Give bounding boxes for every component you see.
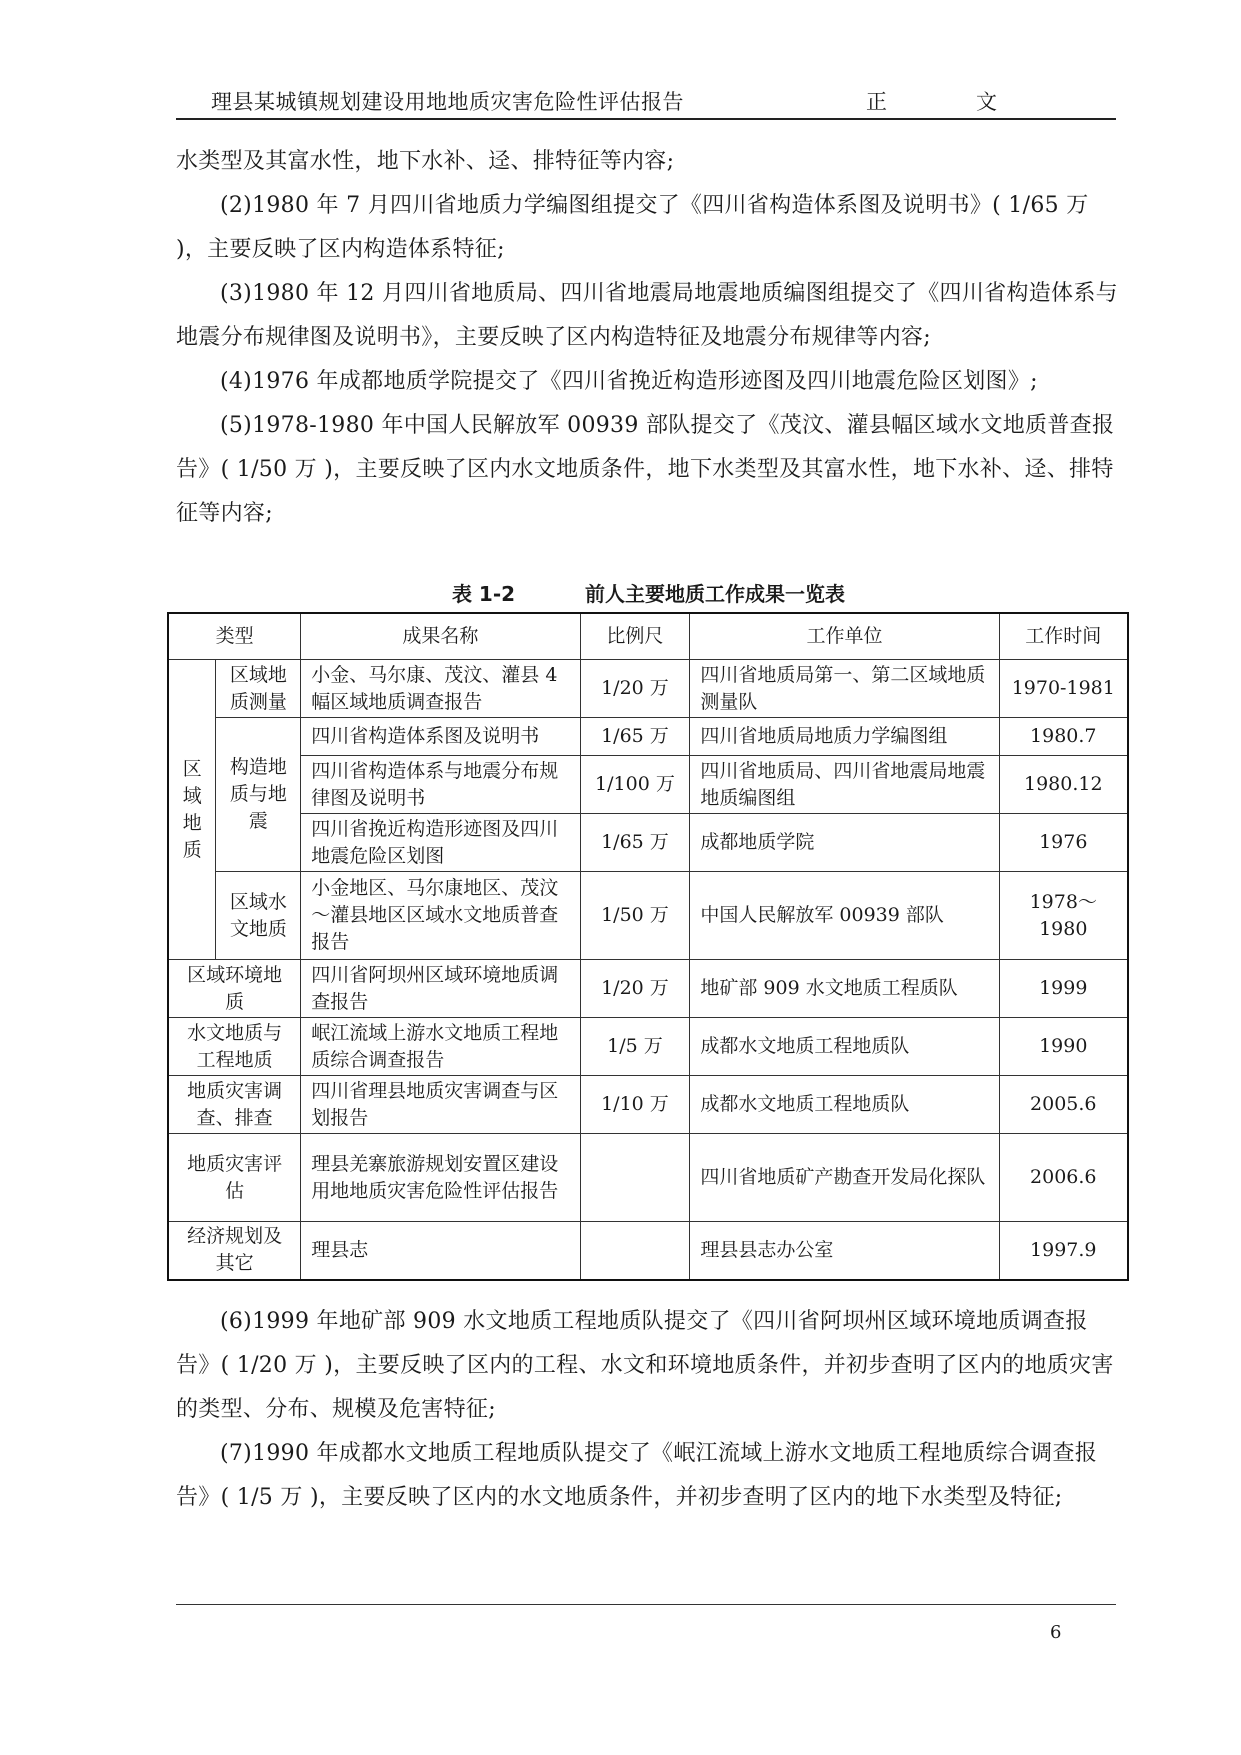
table-row <box>168 1222 1128 1280</box>
time-cell: 1990 <box>999 1018 1128 1076</box>
scale-cell <box>580 1134 690 1222</box>
table-row <box>168 1076 1128 1134</box>
unit-cell: 地矿部 909 水文地质工程质队 <box>690 960 999 1018</box>
table-row <box>168 1134 1128 1222</box>
scale-cell: 1/10 万 <box>580 1076 690 1134</box>
time-cell: 1978～1980 <box>999 872 1128 960</box>
paragraph: 水类型及其富水性，地下水补、迳、排特征等内容; <box>176 149 675 174</box>
name-cell: 四川省阿坝州区域环境地质调查报告 <box>301 960 580 1018</box>
time-cell: 1976 <box>999 814 1128 872</box>
name-cell: 小金、马尔康、茂汶、灌县 4 幅区域地质调查报告 <box>301 660 580 718</box>
table-row <box>168 1018 1128 1076</box>
paragraph: (7)1990 年成都水文地质工程地质队提交了《岷江流域上游水文地质工程地质综合调查报告》( 1/5 万 )，主要反映了区内的水文地质条件，并初步查明了区内的地下水类型及特征; <box>176 1441 1098 1510</box>
table-row <box>168 814 1128 872</box>
unit-cell: 四川省地质局第一、第二区域地质测量队 <box>690 660 999 718</box>
body-text-bottom <box>176 1300 1121 1520</box>
header-time: 工作时间 <box>999 613 1128 660</box>
table-row <box>168 960 1128 1018</box>
table-row <box>168 718 1128 756</box>
time-cell: 2005.6 <box>999 1076 1128 1134</box>
time-cell: 1970-1981 <box>999 660 1128 718</box>
table-row <box>168 660 1128 718</box>
name-cell: 四川省理县地质灾害调查与区划报告 <box>301 1076 580 1134</box>
type-cell: 经济规划及其它 <box>168 1222 301 1280</box>
unit-cell: 理县县志办公室 <box>690 1222 999 1280</box>
unit-cell: 四川省地质局、四川省地震局地震地质编图组 <box>690 756 999 814</box>
previous-work-table <box>167 612 1129 1281</box>
paragraph: (4)1976 年成都地质学院提交了《四川省挽近构造形迹图及四川地震危险区划图》; <box>220 369 1038 394</box>
time-cell: 1999 <box>999 960 1128 1018</box>
header-unit: 工作单位 <box>690 613 999 660</box>
type-cell: 地质灾害调查、排查 <box>168 1076 301 1134</box>
unit-cell: 中国人民解放军 00939 部队 <box>690 872 999 960</box>
type-cell: 地质灾害评估 <box>168 1134 301 1222</box>
table-row <box>168 756 1128 814</box>
name-cell: 四川省挽近构造形迹图及四川地震危险区划图 <box>301 814 580 872</box>
section-label-b: 文 <box>976 90 997 114</box>
unit-cell: 成都水文地质工程地质队 <box>690 1076 999 1134</box>
subtype-cell: 区域水文地质 <box>216 872 301 960</box>
table-title: 前人主要地质工作成果一览表 <box>585 582 846 606</box>
name-cell: 四川省构造体系与地震分布规律图及说明书 <box>301 756 580 814</box>
paragraph: (5)1978-1980 年中国人民解放军 00939 部队提交了《茂汶、灌县幅区域水文地质普查报告》( 1/50 万 )，主要反映了区内水文地质条件，地下水类型及其富水性，地下水补、迳、排特征等内容; <box>176 413 1115 526</box>
unit-cell: 成都地质学院 <box>690 814 999 872</box>
report-title: 理县某城镇规划建设用地地质灾害危险性评估报告 <box>211 90 684 114</box>
scale-cell: 1/65 万 <box>580 814 690 872</box>
scale-cell: 1/5 万 <box>580 1018 690 1076</box>
time-cell: 1980.12 <box>999 756 1128 814</box>
group-regional-geology: 区域地质 <box>168 660 216 960</box>
time-cell: 2006.6 <box>999 1134 1128 1222</box>
scale-cell <box>580 1222 690 1280</box>
name-cell: 理县志 <box>301 1222 580 1280</box>
scale-cell: 1/100 万 <box>580 756 690 814</box>
subtype-cell: 构造地质与地震 <box>216 718 301 872</box>
page-header <box>176 84 1116 120</box>
time-cell: 1980.7 <box>999 718 1128 756</box>
scale-cell: 1/65 万 <box>580 718 690 756</box>
name-cell: 四川省构造体系图及说明书 <box>301 718 580 756</box>
header-type: 类型 <box>168 613 301 660</box>
subtype-cell: 区域地质测量 <box>216 660 301 718</box>
time-cell: 1997.9 <box>999 1222 1128 1280</box>
name-cell: 理县羌寨旅游规划安置区建设用地地质灾害危险性评估报告 <box>301 1134 580 1222</box>
table-caption <box>176 578 1121 607</box>
paragraph: (2)1980 年 7 月四川省地质力学编图组提交了《四川省构造体系图及说明书》( 1/65 万 )，主要反映了区内构造体系特征; <box>176 193 1089 262</box>
unit-cell: 四川省地质局地质力学编图组 <box>690 718 999 756</box>
paragraph: (3)1980 年 12 月四川省地质局、四川省地震局地震地质编图组提交了《四川省构造体系与地震分布规律图及说明书》，主要反映了区内构造特征及地震分布规律等内容; <box>176 281 1118 350</box>
header-name: 成果名称 <box>301 613 580 660</box>
page-number: 6 <box>1050 1622 1062 1643</box>
table-row <box>168 872 1128 960</box>
type-cell: 区域环境地质 <box>168 960 301 1018</box>
type-cell: 水文地质与工程地质 <box>168 1018 301 1076</box>
unit-cell: 四川省地质矿产勘查开发局化探队 <box>690 1134 999 1222</box>
name-cell: 小金地区、马尔康地区、茂汶～灌县地区区域水文地质普查报告 <box>301 872 580 960</box>
scale-cell: 1/50 万 <box>580 872 690 960</box>
paragraph: (6)1999 年地矿部 909 水文地质工程地质队提交了《四川省阿坝州区域环境地质调查报告》( 1/20 万 )，主要反映了区内的工程、水文和环境地质条件，并初步查明了区内的地质灾害的类型、分布、规模及危害特征; <box>176 1309 1114 1422</box>
name-cell: 岷江流域上游水文地质工程地质综合调查报告 <box>301 1018 580 1076</box>
scale-cell: 1/20 万 <box>580 960 690 1018</box>
scale-cell: 1/20 万 <box>580 660 690 718</box>
unit-cell: 成都水文地质工程地质队 <box>690 1018 999 1076</box>
table-number: 表 1-2 <box>451 582 516 606</box>
body-text-top <box>176 140 1121 536</box>
footer-divider <box>176 1604 1116 1605</box>
header-scale: 比例尺 <box>580 613 690 660</box>
section-label-a: 正 <box>866 90 887 114</box>
table-header-row <box>168 613 1128 660</box>
